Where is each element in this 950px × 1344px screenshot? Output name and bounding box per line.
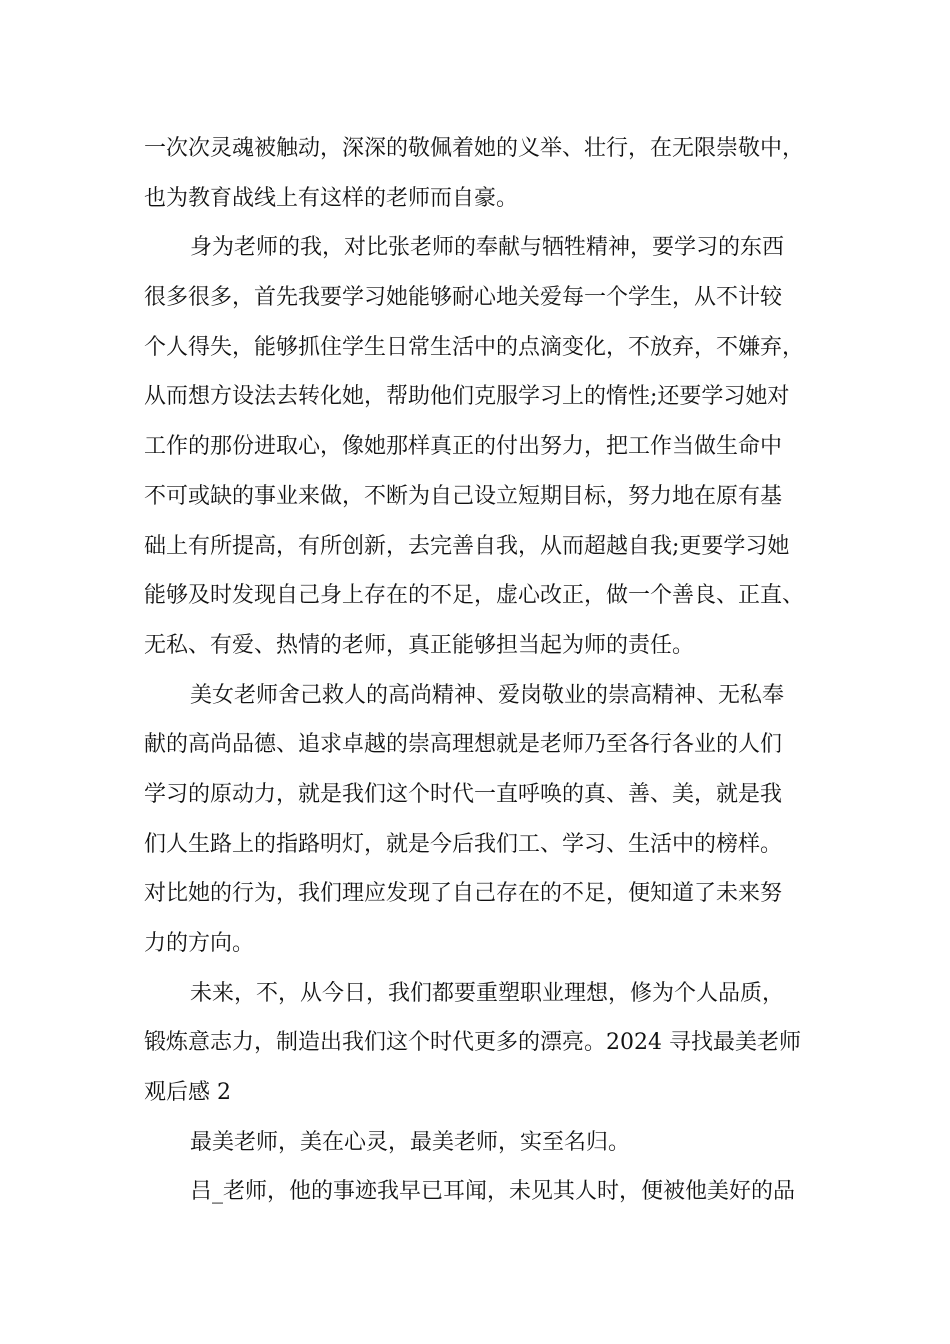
text-line: 工作的那份进取心，像她那样真正的付出努力，把工作当做生命中: [144, 434, 783, 460]
text-line: 力的方向。: [144, 931, 255, 956]
body-text: [144, 124, 824, 1217]
text-line: 也为教育战线上有这样的老师而自豪。: [144, 185, 519, 211]
text-line: 吕_老师，他的事迹我早已耳闻，未见其人时，便被他美好的品: [190, 1179, 796, 1205]
text-line: 献的高尚品德、追求卓越的崇高理想就是老师乃至各行各业的人们: [144, 732, 783, 758]
text-line: 能够及时发现自己身上存在的不足，虚心改正，做一个善良、正直、: [144, 583, 805, 609]
text-line: 锻炼意志力，制造出我们这个时代更多的漂亮。2024 寻找最美老师: [144, 1030, 801, 1056]
text-line: 们人生路上的指路明灯，就是今后我们工、学习、生活中的榜样。: [144, 831, 783, 857]
text-line: 最美老师，美在心灵，最美老师，实至名归。: [190, 1129, 631, 1155]
text-line: 美女老师舍己救人的高尚精神、爱岗敬业的崇高精神、无私奉: [190, 682, 785, 708]
text-line: 学习的原动力，就是我们这个时代一直呼唤的真、善、美，就是我: [144, 781, 783, 807]
text-line: 未来，不，从今日，我们都要重塑职业理想，修为个人品质，: [190, 980, 785, 1006]
text-line: 个人得失，能够抓住学生日常生活中的点滴变化，不放弃，不嫌弃，: [144, 334, 805, 360]
text-line: 观后感 2: [144, 1080, 231, 1106]
text-line: 础上有所提高，有所创新，去完善自我，从而超越自我;更要学习她: [144, 533, 790, 559]
text-line: 不可或缺的事业来做，不断为自己设立短期目标，努力地在原有基: [144, 483, 783, 509]
text-line: 一次次灵魂被触动，深深的敬佩着她的义举、壮行，在无限崇敬中，: [144, 136, 805, 161]
text-line: 无私、有爱、热情的老师，真正能够担当起为师的责任。: [144, 632, 695, 658]
text-line: 很多很多，首先我要学习她能够耐心地关爱每一个学生，从不计较: [144, 285, 783, 311]
text-line: 对比她的行为，我们理应发现了自己存在的不足，便知道了未来努: [144, 881, 783, 907]
text-line: 从而想方设法去转化她，帮助他们克服学习上的惰性;还要学习她对: [144, 384, 790, 410]
text-line: 身为老师的我，对比张老师的奉献与牺牲精神，要学习的东西: [190, 235, 785, 261]
